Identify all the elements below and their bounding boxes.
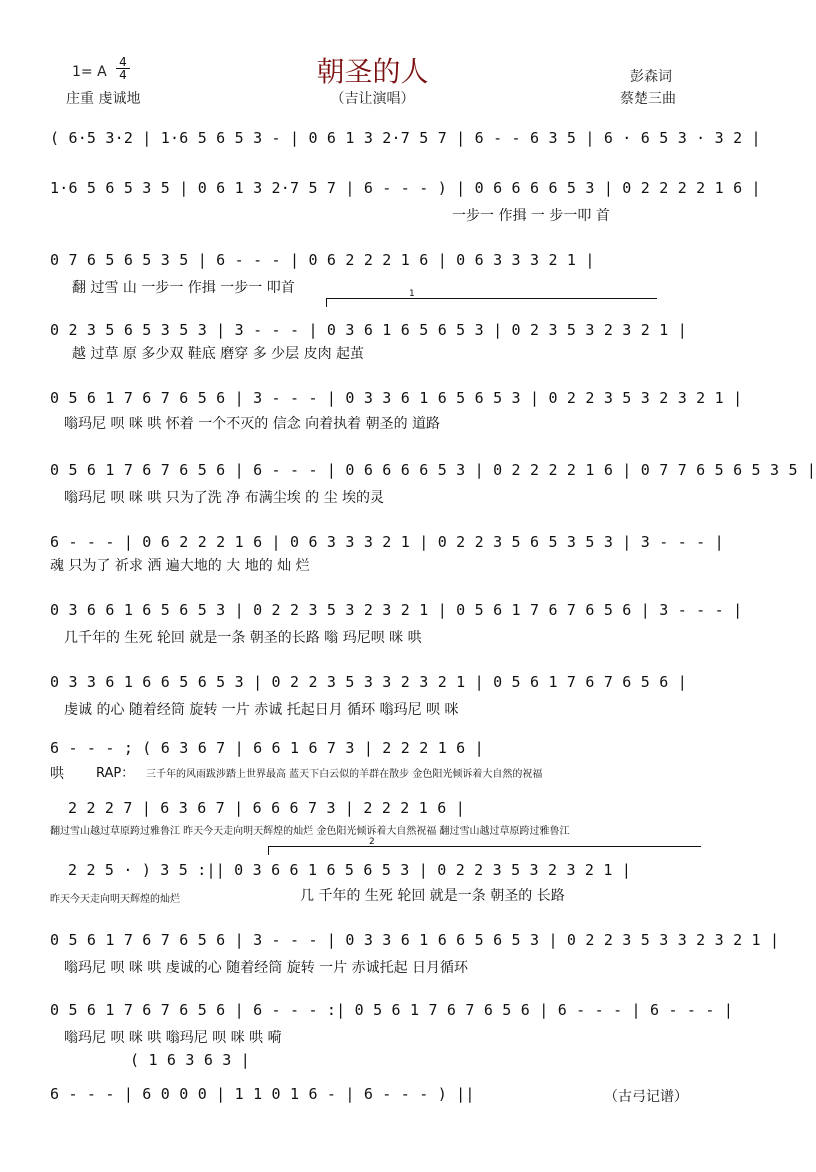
lyric-line: 嗡玛尼 呗 咪 哄 只为了洗 净 布满尘埃 的 尘 埃的灵 bbox=[64, 490, 385, 506]
time-denominator: 4 bbox=[119, 68, 127, 82]
volta-bracket-second bbox=[268, 837, 701, 855]
notation-line: 2 2 5 · ) 3 5 :|| 0 3 6 6 1 6 5 6 5 3 | 0 2 2 3 5 3 2 3 2 1 | bbox=[68, 861, 632, 879]
transcriber-credit: （古弓记谱） bbox=[604, 1089, 688, 1105]
notation-line: 0 5 6 1 7 6 7 6 5 6 | 3 - - - | 0 3 3 6 1 6 5 6 5 3 | 0 2 2 3 5 3 2 3 2 1 | bbox=[50, 389, 743, 407]
notation-line: 2 2 2 7 | 6 3 6 7 | 6 6 6 7 3 | 2 2 2 1 6 | bbox=[68, 799, 465, 817]
notation-line: 0 3 3 6 1 6 6 5 6 5 3 | 0 2 2 3 5 3 3 2 3 2 1 | 0 5 6 1 7 6 7 6 5 6 | bbox=[50, 673, 687, 691]
notation-line: 0 5 6 1 7 6 7 6 5 6 | 3 - - - | 0 3 3 6 1 6 6 5 6 5 3 | 0 2 2 3 5 3 3 2 3 2 1 | bbox=[50, 931, 780, 949]
notation-line: 0 3 6 6 1 6 5 6 5 3 | 0 2 2 3 5 3 2 3 2 1 | 0 5 6 1 7 6 7 6 5 6 | 3 - - - | bbox=[50, 601, 743, 619]
rap-line-1: 三千年的风雨跋涉踏上世界最高 蓝天下白云似的羊群在散步 金色阳光倾诉着大自然的祝福 bbox=[146, 769, 543, 780]
tempo-mark: 庄重 虔诚地 bbox=[66, 91, 141, 107]
volta-number: 1 bbox=[409, 289, 415, 299]
song-title: 朝圣的人 bbox=[316, 55, 429, 88]
lyric-line: 嗡玛尼 呗 咪 哄 虔诚的心 随着经筒 旋转 一片 赤诚托起 日月循环 bbox=[64, 960, 469, 976]
notation-line: 6 - - - ; ( 6 3 6 7 | 6 6 1 6 7 3 | 2 2 2 1 6 | bbox=[50, 739, 484, 757]
notation-line: 1·6 5 6 5 3 5 | 0 6 1 3 2·7 5 7 | 6 - - - ) | 0 6 6 6 6 5 3 | 0 2 2 2 2 1 6 | bbox=[50, 179, 761, 197]
notation-line: 0 5 6 1 7 6 7 6 5 6 | 6 - - - | 0 6 6 6 6 5 3 | 0 2 2 2 2 1 6 | 0 7 7 6 5 6 5 3 5 | bbox=[50, 461, 816, 479]
notation-line: 0 7 6 5 6 5 3 5 | 6 - - - | 0 6 2 2 2 1 6 | 0 6 3 3 3 2 1 | bbox=[50, 251, 595, 269]
notation-line: 6 - - - | 6 0 0 0 | 1 1 0 1 6 - | 6 - - - ) || bbox=[50, 1085, 475, 1103]
notation-line: ( 1 6 3 6 3 | bbox=[130, 1051, 250, 1069]
lyric-line: 虔诚 的心 随着经筒 旋转 一片 赤诚 托起日月 循环 嗡玛尼 呗 咪 bbox=[64, 702, 459, 718]
lyric-line: 翻 过雪 山 一步一 作揖 一步一 叩首 bbox=[72, 280, 295, 296]
rap-line-2: 翻过雪山越过草原跨过雅鲁江 昨天今天走向明天辉煌的灿烂 金色阳光倾诉着大自然祝福 翻过雪山越过草原跨过雅鲁江 bbox=[50, 826, 570, 837]
volta-number: 2 bbox=[369, 837, 375, 847]
lyric-line-start: 哄 bbox=[50, 766, 64, 782]
time-numerator: 4 bbox=[119, 55, 127, 69]
lyric-line: 一步一 作揖 一 步一叩 首 bbox=[452, 208, 610, 224]
lyric-line: 嗡玛尼 呗 咪 哄 嗡玛尼 呗 咪 哄 嗬 bbox=[64, 1030, 282, 1046]
lyric-line: 几千年的 生死 轮回 就是一条 朝圣的长路 嗡 玛尼呗 咪 哄 bbox=[64, 630, 422, 646]
rap-label: RAP： bbox=[96, 766, 135, 781]
song-subtitle: （吉让演唱） bbox=[330, 91, 415, 107]
volta-bracket-first bbox=[326, 289, 657, 307]
lyric-line: 嗡玛尼 呗 咪 哄 怀着 一个不灭的 信念 向着执着 朝圣的 道路 bbox=[64, 416, 441, 432]
lyricist: 彭森词 bbox=[630, 69, 672, 85]
notation-line: 0 5 6 1 7 6 7 6 5 6 | 6 - - - :| 0 5 6 1 7 6 7 6 5 6 | 6 - - - | 6 - - - | bbox=[50, 1001, 734, 1019]
lyric-line: 越 过草 原 多少双 鞋底 磨穿 多 少层 皮肉 起茧 bbox=[72, 346, 365, 362]
lyric-line: 几 千年的 生死 轮回 就是一条 朝圣的 长路 bbox=[300, 888, 565, 904]
composer: 蔡楚三曲 bbox=[620, 91, 676, 107]
lyric-line: 魂 只为了 祈求 洒 遍大地的 大 地的 灿 烂 bbox=[50, 558, 310, 574]
notation-line: 0 2 3 5 6 5 3 5 3 | 3 - - - | 0 3 6 1 6 5 6 5 3 | 0 2 3 5 3 2 3 2 1 | bbox=[50, 321, 687, 339]
notation-line: ( 6·5 3·2 | 1·6 5 6 5 3 - | 0 6 1 3 2·7 5 7 | 6 - - 6 3 5 | 6 · 6 5 3 · 3 2 | bbox=[50, 129, 761, 147]
rap-line-3: 昨天今天走向明天辉煌的灿烂 bbox=[50, 894, 180, 905]
key-text: 1= A bbox=[72, 64, 107, 80]
notation-line: 6 - - - | 0 6 2 2 2 1 6 | 0 6 3 3 3 2 1 | 0 2 2 3 5 6 5 3 5 3 | 3 - - - | bbox=[50, 533, 724, 551]
